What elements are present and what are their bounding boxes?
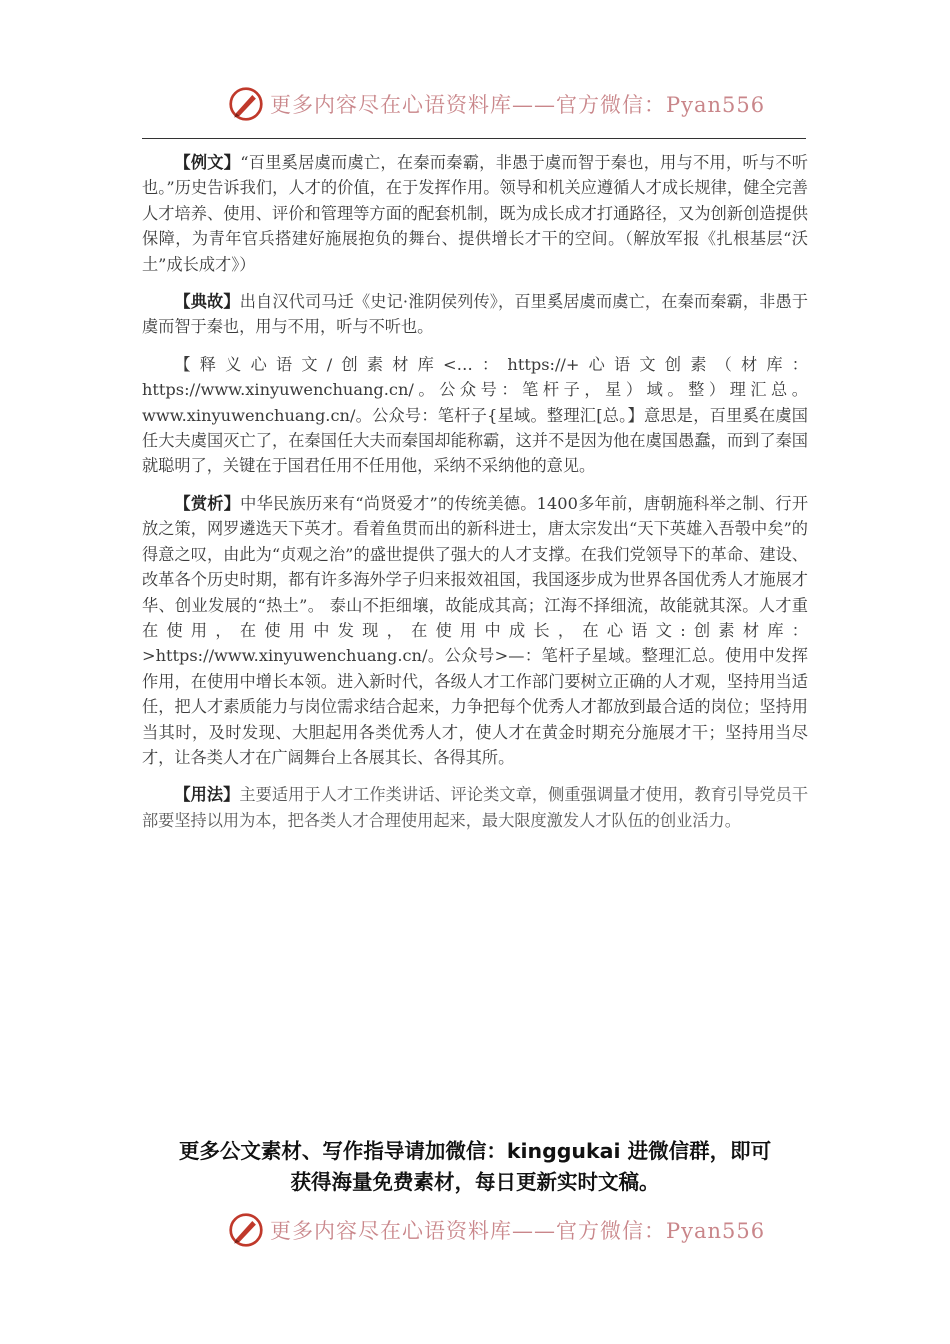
- header-brand: [228, 84, 765, 124]
- pen-logo-icon: [228, 1212, 264, 1248]
- paragraph-tag: 【例文】: [174, 153, 241, 172]
- footer-brand-text: 更多内容尽在心语资料库——官方微信：Pyan556: [270, 1219, 766, 1243]
- paragraph-tag: 【典故】: [174, 292, 240, 312]
- footer-brand: [228, 1210, 765, 1250]
- paragraph-analysis: [142, 491, 808, 770]
- paragraph-text: 【释义心语文/创素材库<…：https://+心语文创素（材库：https://www.xinyuwenchuang.cn/。公众号：笔杆子，星）域。整）理汇总。www.xinyuwenchuang.cn/。公众号：笔杆子{星域。整理汇[总。】意思是，百里奚在虞国任大夫虞国灭亡了，在秦国任大夫而秦国却能称霸，这并不是因为他在虞国愚蠢，而到了秦国就聪明了，关键在于国君任用不任用他，采纳不采纳他的意见。: [142, 354, 808, 476]
- paragraph-text: 中华民族历来有“尚贤爱才”的传统美德。1400多年前，唐朝施科举之制、行开放之策，网罗遴选天下英才。看着鱼贯而出的新科进士，唐太宗发出“天下英雄入吾彀中矣”的得意之叹，由此为“贞观之治”的盛世提供了强大的人才支撑。在我们党领导下的革命、建设、改革各个历史时期，都有许多海外学子归来报效祖国，我国逐步成为世界各国优秀人才施展才华、创业发展的“热土”。 泰山不拒细壤，故能成其高；江海不择细流，故能就其深。人才重在使用，在使用中发现，在使用中成长，在心语文:创素材库：>https://www.xinyuwenchuang.cn/。公众号>—：笔杆子星域。整理汇总。使用中发挥作用，在使用中增长本领。进入新时代，各级人才工作部门要树立正确的人才观，坚持用当适任，把人才素质能力与岗位需求结合起来，力争把每个优秀人才都放到最合适的岗位；坚持用当其时，及时发现、大胆起用各类优秀人才，使人才在黄金时期充分施展才干；坚持用当尽才，让各类人才在广阔舞台上各展其长、各得其所。: [142, 493, 809, 767]
- paragraph-allusion: [142, 289, 808, 340]
- paragraph-meaning: [142, 352, 808, 479]
- notice-line-2: 获得海量免费素材，每日更新实时文稿。: [290, 1170, 660, 1194]
- paragraph-text: 出自汉代司马迁《史记·淮阴侯列传》，百里奚居虞而虞亡，在秦而秦霸，非愚于虞而智于秦也，用与不用，听与不听也。: [142, 292, 809, 337]
- paragraph-tag: 【赏析】: [174, 493, 241, 513]
- header-brand-text: 更多内容尽在心语资料库——官方微信：Pyan556: [270, 93, 766, 117]
- pen-logo-icon: [228, 86, 264, 122]
- paragraph-usage: [142, 782, 808, 833]
- notice-line-1: 更多公文素材、写作指导请加微信：kinggukai 进微信群，即可: [178, 1139, 772, 1163]
- paragraph-text: 主要适用于人才工作类讲话、评论类文章，侧重强调量才使用，教育引导党员干部要坚持以用为本，把各类人才合理使用起来，最大限度激发人才队伍的创业活力。: [142, 785, 809, 830]
- wechat-notice: [110, 1136, 840, 1198]
- paragraph-tag: 【用法】: [174, 785, 240, 805]
- document-body: [142, 150, 808, 845]
- header-divider: [142, 138, 806, 139]
- paragraph-example: [142, 150, 808, 277]
- paragraph-text: “百里奚居虞而虞亡，在秦而秦霸，非愚于虞而智于秦也，用与不用，听与不听也。”历史告诉我们，人才的价值，在于发挥作用。领导和机关应遵循人才成长规律，健全完善人才培养、使用、评价和管理等方面的配套机制，既为成长成才打通路径，又为创新创造提供保障，为青年官兵搭建好施展抱负的舞台、提供增长才干的空间。（解放军报《扎根基层“沃土”成长成才》）: [142, 153, 808, 274]
